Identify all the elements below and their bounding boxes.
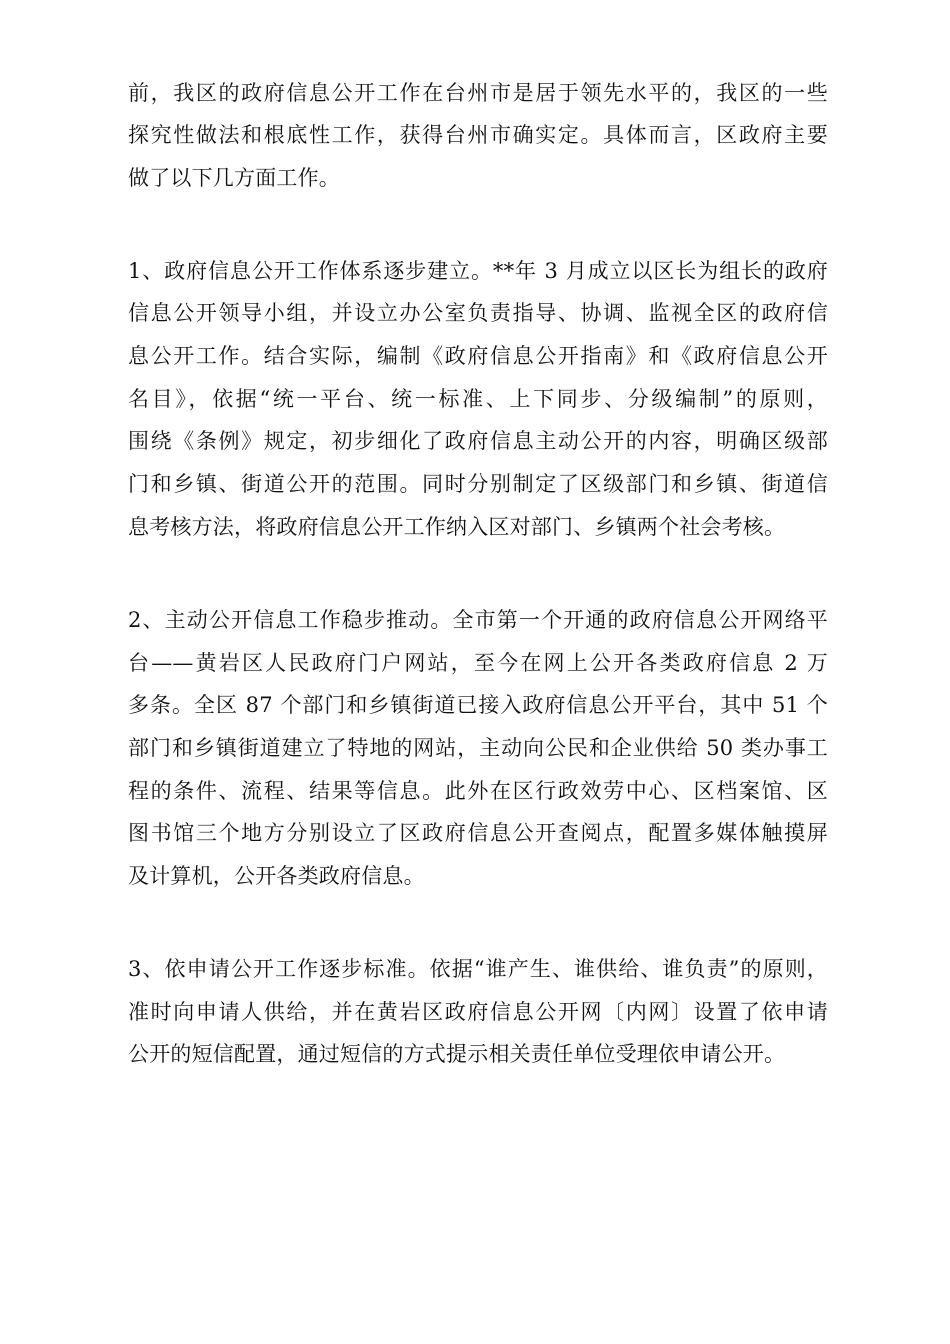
paragraph-2-line-2: 信息公开领导小组，并设立办公室负责指导、协调、监视全区的政府信 xyxy=(128,301,828,325)
paragraph-2-line-5: 围绕《条例》规定，初步细化了政府信息主动公开的内容，明确区级部 xyxy=(128,429,828,453)
paragraph-1-line-2: 探究性做法和根底性工作，获得台州市确实定。具体而言，区政府主要 xyxy=(128,123,828,147)
paragraph-3-line-2: 台——黄岩区人民政府门户网站，至今在网上公开各类政府信息 2 万 xyxy=(128,651,828,675)
paragraph-4-line-1: 3、依申请公开工作逐步标准。依据“谁产生、谁供给、谁负责”的原则， xyxy=(128,957,828,981)
paragraph-4-line-2: 准时向申请人供给，并在黄岩区政府信息公开网〔内网〕设置了依申请 xyxy=(128,1000,828,1024)
paragraph-4-line-3: 公开的短信配置，通过短信的方式提示相关责任单位受理依申请公开。 xyxy=(128,1042,786,1066)
paragraph-2-line-4: 名目》，依据“统一平台、统一标准、上下同步、分级编制”的原则， xyxy=(128,387,828,411)
paragraph-3-line-3: 多条。全区 87 个部门和乡镇街道已接入政府信息公开平台，其中 51 个 xyxy=(128,693,828,717)
paragraph-3-line-7: 及计算机，公开各类政府信息。 xyxy=(128,864,425,888)
paragraph-2-line-6: 门和乡镇、街道公开的范围。同时分别制定了区级部门和乡镇、街道信 xyxy=(128,472,828,496)
paragraph-3-line-4: 部门和乡镇街道建立了特地的网站，主动向公民和企业供给 50 类办事工 xyxy=(128,736,828,760)
paragraph-2-line-1: 1、政府信息公开工作体系逐步建立。**年 3 月成立以区长为组长的政府 xyxy=(128,259,828,283)
paragraph-1-line-1: 前，我区的政府信息公开工作在台州市是居于领先水平的，我区的一些 xyxy=(128,81,828,105)
paragraph-2-line-3: 息公开工作。结合实际，编制《政府信息公开指南》和《政府信息公开 xyxy=(128,344,828,368)
paragraph-1-line-3: 做了以下几方面工作。 xyxy=(128,166,340,190)
paragraph-2-line-7: 息考核方法，将政府信息公开工作纳入区对部门、乡镇两个社会考核。 xyxy=(128,515,786,539)
paragraph-3-line-5: 程的条件、流程、结果等信息。此外在区行政效劳中心、区档案馆、区 xyxy=(128,779,828,803)
paragraph-3-line-6: 图书馆三个地方分别设立了区政府信息公开查阅点，配置多媒体触摸屏 xyxy=(128,821,828,845)
paragraph-3-line-1: 2、主动公开信息工作稳步推动。全市第一个开通的政府信息公开网络平 xyxy=(128,608,828,632)
